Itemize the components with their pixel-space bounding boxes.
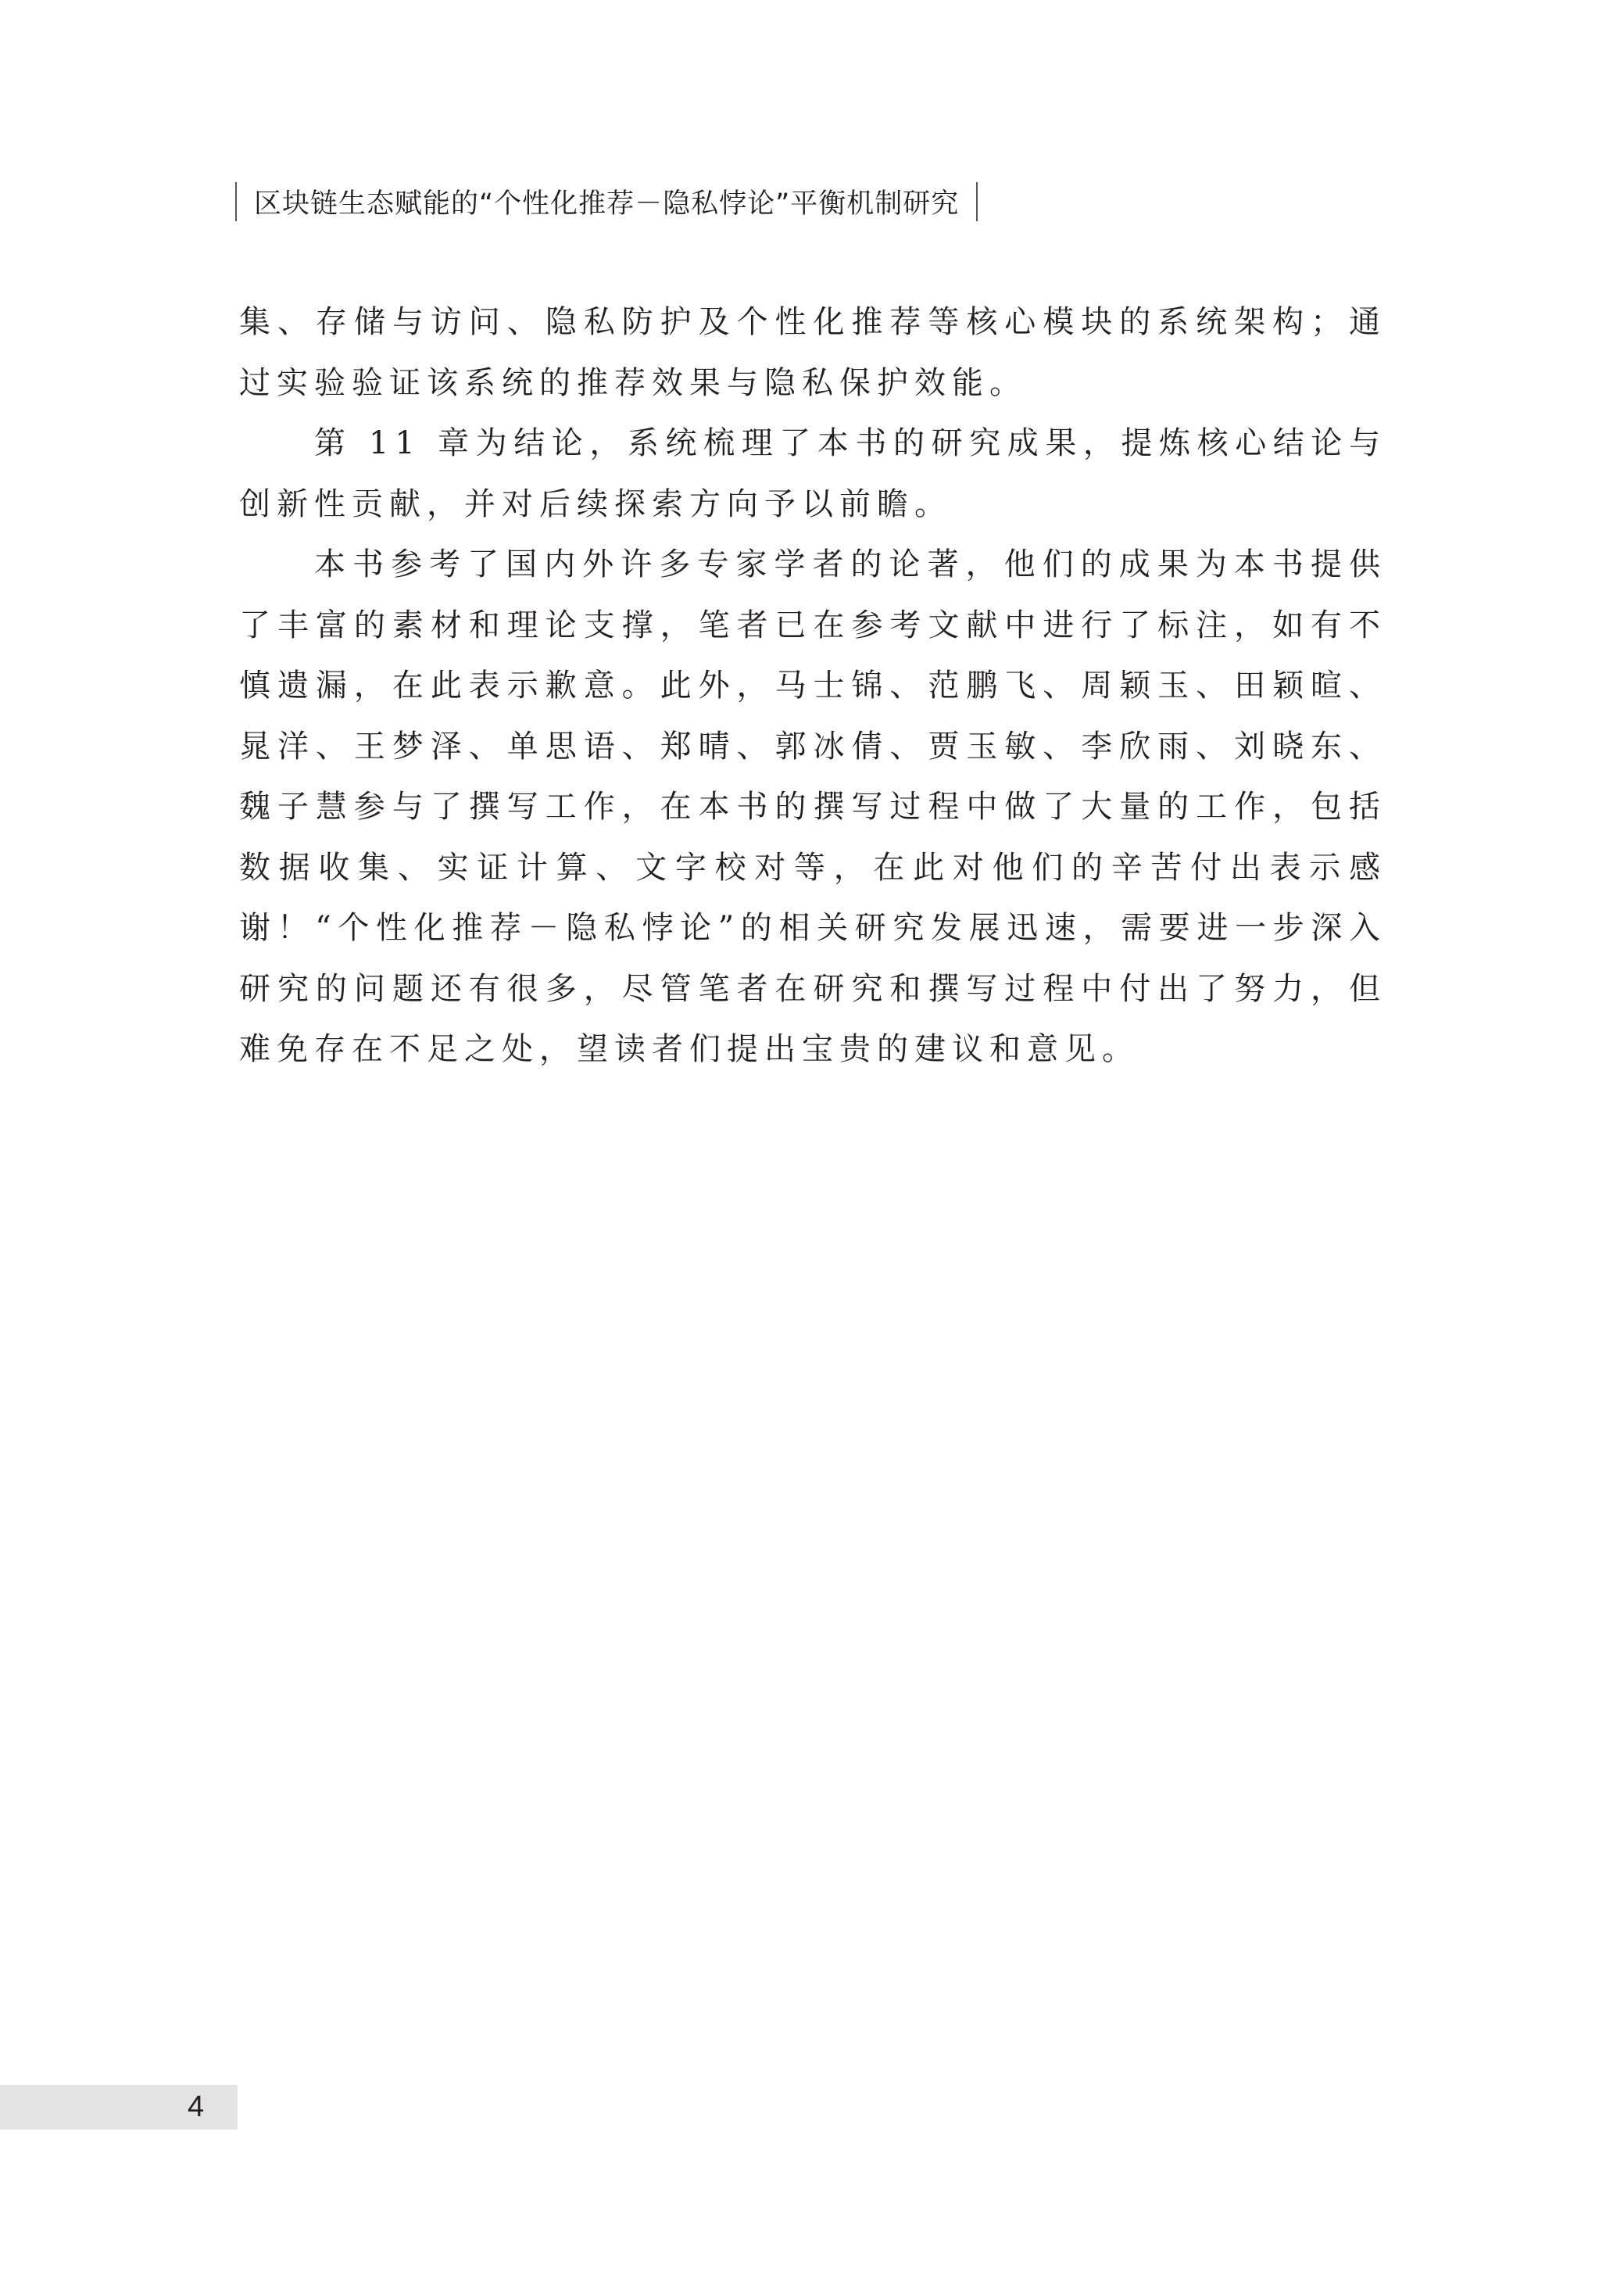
header-right-rule xyxy=(976,182,978,221)
paragraph-chapter-11: 第 11 章为结论，系统梳理了本书的研究成果，提炼核心结论与创新性贡献，并对后续探索方向予以前瞻。 xyxy=(239,425,1386,522)
paragraph-continued: 集、存储与访问、隐私防护及个性化推荐等核心模块的系统架构；通过实验验证该系统的推荐效果与隐私保护效能。 xyxy=(239,304,1386,401)
running-header xyxy=(235,180,978,224)
body-text xyxy=(239,292,1386,1080)
book-title: 区块链生态赋能的“个性化推荐－隐私悖论”平衡机制研究 xyxy=(254,188,960,220)
paragraph-acknowledgements: 本书参考了国内外许多专家学者的论著，他们的成果为本书提供了丰富的素材和理论支撑，笔者已在参考文献中进行了标注，如有不慎遗漏，在此表示歉意。此外，马士锦、范鹏飞、周颖玉、田颖暄、晁洋、王梦泽、单思语、郑晴、郭冰倩、贾玉敏、李欣雨、刘晓东、魏子慧参与了撰写工作，在本书的撰写过程中做了大量的工作，包括数据收集、实证计算、文字校对等，在此对他们的辛苦付出表示感谢！“个性化推荐－隐私悖论”的相关研究发展迅速，需要进一步深入研究的问题还有很多，尽管笔者在研究和撰写过程中付出了努力，但难免存在不足之处，望读者们提出宝贵的建议和意见。 xyxy=(239,546,1386,1067)
page-number: 4 xyxy=(188,2090,205,2123)
